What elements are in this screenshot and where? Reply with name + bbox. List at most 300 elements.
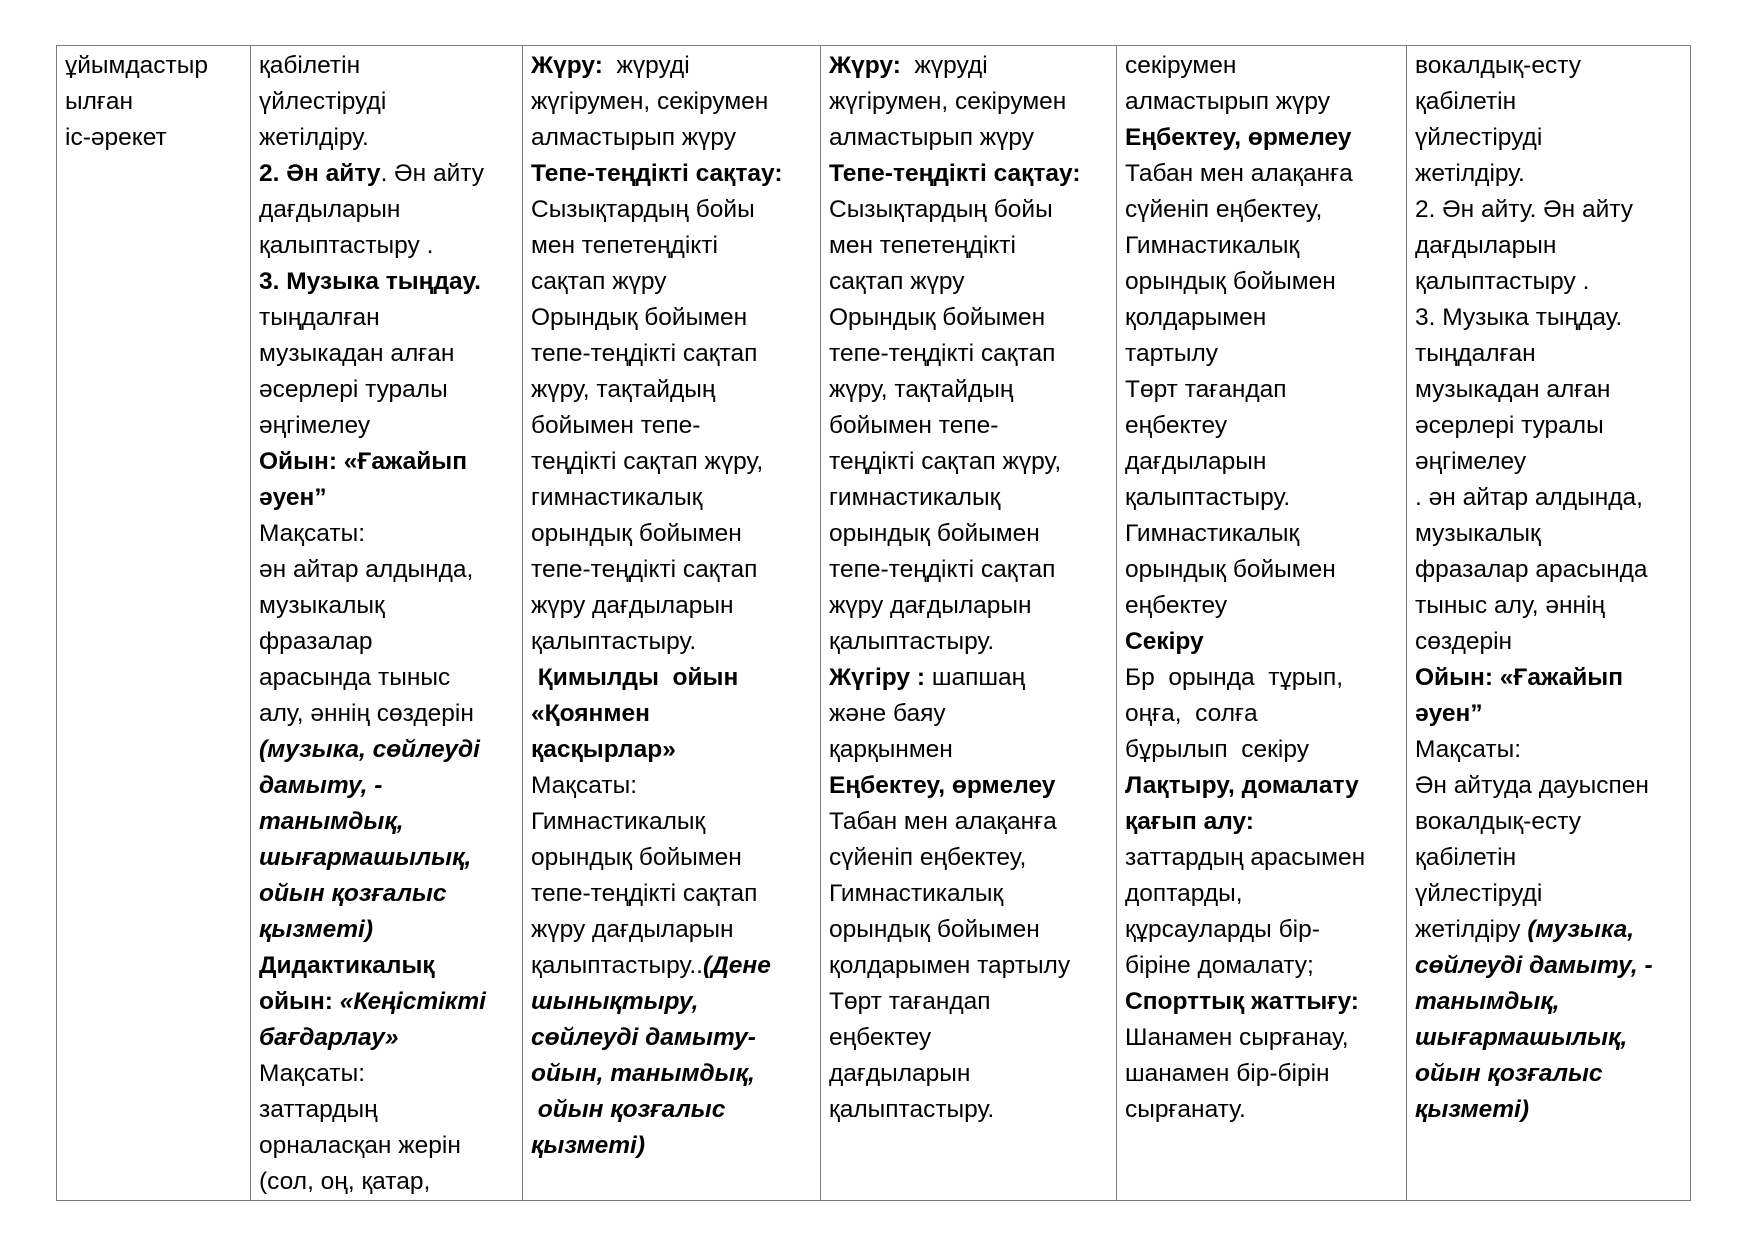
physical-education-cell-2 (821, 46, 1117, 1201)
physical-education-cell-3 (1117, 46, 1407, 1201)
text-run: жүру дағдыларын (531, 916, 734, 943)
text-line (259, 1164, 518, 1200)
text-line (1125, 732, 1402, 768)
text-run: ойын: (259, 988, 340, 1015)
text-run: вокалдық-есту (1415, 808, 1581, 835)
text-line (259, 984, 518, 1020)
text-line (65, 48, 246, 84)
text-run: Мақсаты: (1415, 736, 1522, 763)
text-line (1415, 228, 1686, 264)
text-run: Ойын: «Ғажайып (1415, 664, 1624, 691)
text-run: тыңдалған (259, 304, 380, 331)
text-run: мен тепетеңдікті (829, 232, 1016, 259)
text-run: қалыптастыру. (829, 628, 995, 655)
text-run: Қимылды ойын (531, 664, 739, 691)
text-line (829, 624, 1112, 660)
text-line (259, 1056, 518, 1092)
text-line (259, 48, 518, 84)
text-line (1125, 372, 1402, 408)
text-line (259, 732, 518, 768)
text-line (1125, 696, 1402, 732)
text-run: фразалар (259, 628, 373, 655)
text-run: . ән айтар алдында, (1415, 484, 1643, 511)
text-run: дағдыларын (259, 196, 401, 223)
text-run: жүруді (900, 52, 988, 79)
text-run: әңгімелеу (259, 412, 371, 439)
text-run: «Қоянмен (531, 700, 650, 727)
text-line (829, 444, 1112, 480)
text-line (531, 228, 816, 264)
text-run: тыныс алу, әннің (1415, 592, 1606, 619)
text-run: бағдарлау» (259, 1024, 399, 1051)
text-line (1415, 84, 1686, 120)
text-line (1415, 876, 1686, 912)
text-run: жетілдіру (1415, 916, 1528, 943)
table-row (57, 46, 1691, 1201)
text-run: Мақсаты: (531, 772, 638, 799)
text-line (259, 876, 518, 912)
text-line (1415, 480, 1686, 516)
text-run: дағдыларын (829, 1060, 971, 1087)
text-run: алмастырып жүру (1125, 88, 1331, 115)
text-line (1415, 408, 1686, 444)
text-line (829, 1092, 1112, 1128)
text-run: әсерлері туралы (1415, 412, 1604, 439)
text-run: және баяу (829, 700, 946, 727)
text-line (531, 120, 816, 156)
text-run: 3. Музыка тыңдау. (259, 268, 481, 295)
text-run: орындық бойымен (531, 844, 742, 871)
text-line (829, 588, 1112, 624)
text-run: қалыптастыру. (829, 1096, 995, 1123)
text-line (1125, 120, 1402, 156)
text-line (65, 84, 246, 120)
text-run: жетілдіру. (1415, 160, 1525, 187)
text-run: Сызықтардың бойы (531, 196, 755, 223)
text-run: біріне домалату; (1125, 952, 1314, 979)
text-line (1125, 336, 1402, 372)
text-run: теңдікті сақтап жүру, (829, 448, 1062, 475)
text-line (531, 876, 816, 912)
text-run: (сол, оң, қатар, (259, 1168, 431, 1195)
text-run: Лақтыру, домалату (1125, 772, 1359, 799)
text-line (1415, 732, 1686, 768)
text-line (1125, 588, 1402, 624)
text-run: қызметі) (1415, 1096, 1530, 1123)
text-line (829, 48, 1112, 84)
text-run: қызметі) (531, 1132, 646, 1159)
text-line (1415, 1020, 1686, 1056)
text-line (531, 912, 816, 948)
text-line (829, 660, 1112, 696)
text-run: Дидактикалық (259, 952, 435, 979)
text-line (1125, 192, 1402, 228)
text-run: сүйеніп еңбектеу, (829, 844, 1027, 871)
text-line (531, 984, 816, 1020)
text-run: Тепе-теңдікті сақтау: (829, 160, 1081, 187)
text-line (259, 264, 518, 300)
text-run: орындық бойымен (829, 520, 1040, 547)
text-line (259, 660, 518, 696)
text-run: іс-әрекет (65, 124, 167, 151)
text-run: әуен” (259, 484, 327, 511)
text-run: гимнастикалық (829, 484, 1001, 511)
text-run: орындық бойымен (531, 520, 742, 547)
text-line (1415, 372, 1686, 408)
text-line (531, 372, 816, 408)
music-activity-cell-2 (1407, 46, 1691, 1201)
text-line (1125, 984, 1402, 1020)
text-line (531, 552, 816, 588)
music-activity-cell (251, 46, 523, 1201)
text-run: құрсауларды бір- (1125, 916, 1320, 943)
text-line (65, 120, 246, 156)
text-line (531, 480, 816, 516)
text-run: сөйлеуді дамыту- (531, 1024, 756, 1051)
text-run: тартылу (1125, 340, 1219, 367)
text-line (1415, 768, 1686, 804)
text-line (531, 624, 816, 660)
text-line (829, 840, 1112, 876)
text-run: доптарды, (1125, 880, 1243, 907)
text-run: Табан мен алақанға (1125, 160, 1353, 187)
text-line (531, 516, 816, 552)
text-run: тыңдалған (1415, 340, 1536, 367)
text-line (829, 984, 1112, 1020)
text-run: тепе-теңдікті сақтап (531, 340, 758, 367)
text-run: Табан мен алақанға (829, 808, 1057, 835)
text-run: дағдыларын (1415, 232, 1557, 259)
text-run: Жүгіру : (829, 664, 926, 691)
text-line (1125, 660, 1402, 696)
text-run: қасқырлар» (531, 736, 676, 763)
text-run: ылған (65, 88, 133, 115)
text-line (259, 120, 518, 156)
text-run: еңбектеу (1125, 592, 1228, 619)
text-run: алмастырып жүру (829, 124, 1035, 151)
text-line (531, 1092, 816, 1128)
text-line (829, 1020, 1112, 1056)
text-run: орындық бойымен (1125, 268, 1336, 295)
text-run: фразалар арасында (1415, 556, 1648, 583)
text-run: еңбектеу (1125, 412, 1228, 439)
text-run: (Дене (702, 952, 771, 979)
text-run: Гимнастикалық (531, 808, 706, 835)
organized-activity-label-cell (57, 46, 251, 1201)
text-run: әуен” (1415, 700, 1483, 727)
text-run: Ән айтуда дауыспен (1415, 772, 1649, 799)
text-line (1125, 48, 1402, 84)
text-line (1415, 912, 1686, 948)
text-run: Мақсаты: (259, 520, 366, 547)
text-run: ойын, танымдық, (531, 1060, 755, 1087)
text-line (1415, 804, 1686, 840)
text-line (531, 840, 816, 876)
text-run: Гимнастикалық (1125, 520, 1300, 547)
text-run: оңға, солға (1125, 700, 1258, 727)
text-line (1125, 768, 1402, 804)
text-run: Бр орында тұрып, (1125, 664, 1344, 691)
text-line (259, 372, 518, 408)
text-line (259, 624, 518, 660)
text-line (829, 84, 1112, 120)
text-run: заттардың арасымен (1125, 844, 1366, 871)
text-run: бойымен тепе- (531, 412, 701, 439)
text-run: тепе-теңдікті сақтап (531, 880, 758, 907)
text-line (1415, 660, 1686, 696)
text-line (1415, 948, 1686, 984)
text-run: жетілдіру. (259, 124, 369, 151)
text-run: әсерлері туралы (259, 376, 448, 403)
text-line (829, 696, 1112, 732)
text-line (1415, 300, 1686, 336)
text-run: ойын қозғалыс (259, 880, 447, 907)
text-run: жүгірумен, секірумен (829, 88, 1067, 115)
text-line (1125, 480, 1402, 516)
text-line (531, 48, 816, 84)
text-run: Тепе-теңдікті сақтау: (531, 160, 783, 187)
text-run: Орындық бойымен (829, 304, 1046, 331)
text-line (531, 768, 816, 804)
text-run: (музыка, (1527, 916, 1635, 943)
text-line (1125, 264, 1402, 300)
text-line (1125, 804, 1402, 840)
text-run: еңбектеу (829, 1024, 932, 1051)
text-run: тепе-теңдікті сақтап (829, 556, 1056, 583)
text-run: қалыптастыру. (1125, 484, 1291, 511)
text-run: танымдық, (259, 808, 404, 835)
text-run: 3. Музыка тыңдау. (1415, 304, 1623, 331)
text-run: қолдарымен (1125, 304, 1267, 331)
text-run: Төрт тағандап (829, 988, 991, 1015)
text-line (259, 840, 518, 876)
text-line (829, 552, 1112, 588)
text-line (259, 516, 518, 552)
text-run: дағдыларын (1125, 448, 1267, 475)
text-line (531, 156, 816, 192)
text-run: ойын қозғалыс (531, 1096, 726, 1123)
text-line (259, 408, 518, 444)
text-line (829, 480, 1112, 516)
text-run: секірумен (1125, 52, 1237, 79)
text-line (1415, 444, 1686, 480)
text-line (1415, 588, 1686, 624)
text-line (829, 912, 1112, 948)
text-line (1415, 48, 1686, 84)
text-line (829, 876, 1112, 912)
text-line (531, 588, 816, 624)
text-line (531, 1056, 816, 1092)
physical-education-cell-1 (523, 46, 821, 1201)
text-line (531, 660, 816, 696)
text-run: жүруді (602, 52, 690, 79)
text-line (829, 300, 1112, 336)
text-line (1415, 264, 1686, 300)
text-line (259, 696, 518, 732)
text-run: тепе-теңдікті сақтап (531, 556, 758, 583)
text-line (531, 192, 816, 228)
text-line (259, 768, 518, 804)
text-run: сөздерін (1415, 628, 1513, 655)
text-line (1125, 552, 1402, 588)
text-line (829, 372, 1112, 408)
text-line (1125, 516, 1402, 552)
text-line (1415, 1056, 1686, 1092)
text-run: дамыту, - (259, 772, 383, 799)
text-run: ұйымдастыр (65, 52, 209, 79)
text-line (259, 300, 518, 336)
text-run: қолдарымен тартылу (829, 952, 1071, 979)
text-run: вокалдық-есту (1415, 52, 1581, 79)
text-run: музыкалық (259, 592, 385, 619)
text-line (1415, 984, 1686, 1020)
text-line (829, 192, 1112, 228)
text-line (1415, 696, 1686, 732)
text-line (531, 444, 816, 480)
text-run: жүру дағдыларын (531, 592, 734, 619)
text-line (829, 948, 1112, 984)
text-run: әңгімелеу (1415, 448, 1527, 475)
text-line (531, 732, 816, 768)
text-line (829, 804, 1112, 840)
text-run: үйлестіруді (1415, 880, 1543, 907)
text-line (1125, 624, 1402, 660)
text-run: музыкалық (1415, 520, 1541, 547)
text-line (259, 480, 518, 516)
text-run: мен тепетеңдікті (531, 232, 718, 259)
text-run: Төрт тағандап (1125, 376, 1287, 403)
text-run: . Ән айту (380, 160, 485, 187)
text-run: заттардың (259, 1096, 378, 1123)
text-line (1125, 840, 1402, 876)
text-run: Жүру: (531, 52, 603, 79)
text-run: қызметі) (259, 916, 374, 943)
text-line (829, 336, 1112, 372)
text-run: тепе-теңдікті сақтап (829, 340, 1056, 367)
text-line (1125, 1092, 1402, 1128)
text-run: Орындық бойымен (531, 304, 748, 331)
text-line (531, 300, 816, 336)
text-run: қалыптастыру. (531, 628, 697, 655)
text-line (531, 1020, 816, 1056)
text-line (259, 1020, 518, 1056)
text-line (259, 912, 518, 948)
text-line (1125, 228, 1402, 264)
text-run: Ойын: «Ғажайып (259, 448, 468, 475)
text-line (259, 228, 518, 264)
text-line (1125, 1056, 1402, 1092)
text-run: 2. Ән айту (259, 160, 381, 187)
text-run: үйлестіруді (259, 88, 387, 115)
text-line (1415, 1092, 1686, 1128)
text-run: қабілетін (1415, 88, 1517, 115)
text-line (829, 1056, 1112, 1092)
text-run: алу, әннің сөздерін (259, 700, 474, 727)
text-line (829, 228, 1112, 264)
text-run: үйлестіруді (1415, 124, 1543, 151)
text-line (1415, 156, 1686, 192)
text-line (259, 552, 518, 588)
text-run: орындық бойымен (829, 916, 1040, 943)
text-run: танымдық, (1415, 988, 1560, 1015)
text-line (1125, 912, 1402, 948)
text-run: шығармашылық, (1415, 1024, 1628, 1051)
text-line (1125, 876, 1402, 912)
text-run: сақтап жүру (829, 268, 965, 295)
text-line (531, 1128, 816, 1164)
text-line (259, 804, 518, 840)
text-run: Спорттық жаттығу: (1125, 988, 1359, 1015)
text-run: орындық бойымен (1125, 556, 1336, 583)
text-run: жүру, тақтайдың (829, 376, 1014, 403)
text-line (259, 588, 518, 624)
text-run: орналасқан жерін (259, 1132, 461, 1159)
text-run: шығармашылық, (259, 844, 472, 871)
text-line (829, 516, 1112, 552)
text-line (531, 84, 816, 120)
text-line (1125, 444, 1402, 480)
text-run: шанамен бір-бірін (1125, 1060, 1330, 1087)
text-run: сөйлеуді дамыту, - (1415, 952, 1653, 979)
text-line (1415, 552, 1686, 588)
text-line (1415, 624, 1686, 660)
text-line (1415, 120, 1686, 156)
text-run: гимнастикалық (531, 484, 703, 511)
text-line (829, 156, 1112, 192)
text-line (1415, 336, 1686, 372)
text-run: «Кеңістікті (339, 988, 486, 1015)
text-run: алмастырып жүру (531, 124, 737, 151)
text-run: қабілетін (259, 52, 361, 79)
text-line (259, 444, 518, 480)
text-line (1415, 516, 1686, 552)
text-line (531, 948, 816, 984)
text-line (259, 1092, 518, 1128)
text-line (1415, 840, 1686, 876)
text-run: Гимнастикалық (829, 880, 1004, 907)
text-line (1415, 192, 1686, 228)
text-run: Секіру (1125, 628, 1204, 655)
text-run: қалыптастыру . (259, 232, 434, 259)
text-line (531, 804, 816, 840)
text-line (259, 156, 518, 192)
text-run: қағып алу: (1125, 808, 1254, 835)
text-line (531, 336, 816, 372)
text-line (829, 732, 1112, 768)
text-line (829, 768, 1112, 804)
text-run: арасында тыныс (259, 664, 451, 691)
text-line (829, 408, 1112, 444)
text-run: шапшаң (925, 664, 1026, 691)
text-run: жүру, тақтайдың (531, 376, 716, 403)
text-run: бойымен тепе- (829, 412, 999, 439)
text-run: шынықтыру, (531, 988, 699, 1015)
text-run: қабілетін (1415, 844, 1517, 871)
text-run: ойын қозғалыс (1415, 1060, 1603, 1087)
text-line (829, 120, 1112, 156)
text-line (259, 1128, 518, 1164)
text-run: 2. Ән айту. Ән айту (1415, 196, 1634, 223)
text-run: музыкадан алған (1415, 376, 1611, 403)
text-run: бұрылып секіру (1125, 736, 1309, 763)
text-run: қалыптастыру.. (531, 952, 703, 979)
text-line (1125, 948, 1402, 984)
text-line (1125, 84, 1402, 120)
text-run: Сызықтардың бойы (829, 196, 1053, 223)
text-line (531, 408, 816, 444)
text-line (259, 336, 518, 372)
text-line (259, 192, 518, 228)
